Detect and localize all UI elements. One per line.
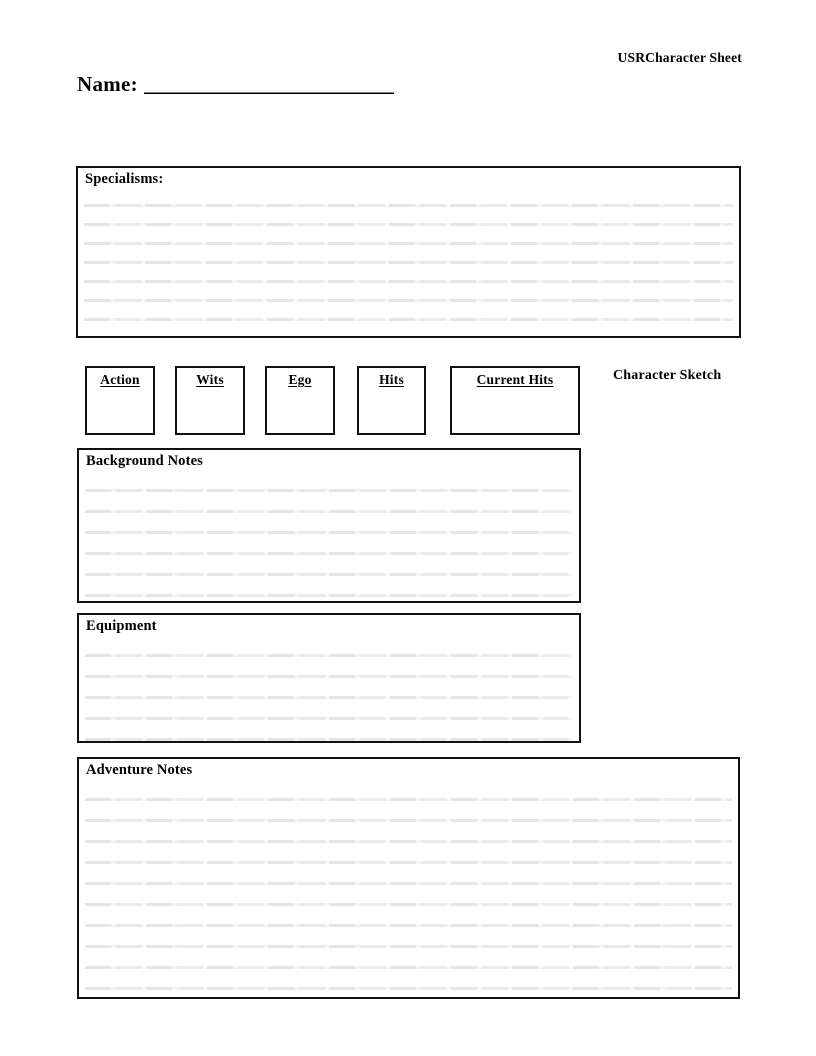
stat-label-hits: Hits <box>379 372 404 387</box>
rule-line[interactable] <box>85 945 732 948</box>
rule-line[interactable] <box>84 261 733 264</box>
rule-line[interactable] <box>85 594 573 597</box>
stat-box-action[interactable] <box>85 366 155 435</box>
character-sketch-label: Character Sketch <box>613 368 722 383</box>
stat-label-ego: Ego <box>288 372 312 387</box>
rule-line[interactable] <box>85 924 732 927</box>
rule-line[interactable] <box>85 966 732 969</box>
equipment-rule-lines <box>85 615 573 741</box>
name-label: Name: <box>77 72 138 96</box>
rule-line[interactable] <box>84 204 733 207</box>
background-notes-title: Background Notes <box>86 453 203 469</box>
stat-label-wits: Wits <box>196 372 224 387</box>
rule-line[interactable] <box>84 223 733 226</box>
background-notes-box[interactable] <box>77 448 581 603</box>
rule-line[interactable] <box>85 675 573 678</box>
rule-line[interactable] <box>85 798 732 801</box>
stat-label-current-hits: Current Hits <box>476 372 554 387</box>
specialisms-title: Specialisms: <box>85 171 164 187</box>
rule-line[interactable] <box>85 738 573 741</box>
rule-line[interactable] <box>84 299 733 302</box>
rule-line[interactable] <box>85 717 573 720</box>
rule-line[interactable] <box>85 696 573 699</box>
specialisms-rule-lines <box>84 168 733 336</box>
rule-line[interactable] <box>85 840 732 843</box>
rule-line[interactable] <box>85 510 573 513</box>
stat-box-ego[interactable] <box>265 366 335 435</box>
name-input-rule[interactable]: _________________________ <box>143 72 394 96</box>
rule-line[interactable] <box>84 242 733 245</box>
stat-box-hits[interactable] <box>357 366 426 435</box>
rule-line[interactable] <box>85 531 573 534</box>
name-field-row <box>77 72 394 97</box>
rule-line[interactable] <box>84 318 733 321</box>
specialisms-box[interactable] <box>76 166 741 338</box>
rule-line[interactable] <box>85 819 732 822</box>
equipment-box[interactable] <box>77 613 581 743</box>
background-notes-rule-lines <box>85 450 573 601</box>
rule-line[interactable] <box>85 573 573 576</box>
equipment-title: Equipment <box>86 618 157 634</box>
rule-line[interactable] <box>85 903 732 906</box>
rule-line[interactable] <box>85 861 732 864</box>
stat-box-wits[interactable] <box>175 366 245 435</box>
adventure-notes-title: Adventure Notes <box>86 762 193 778</box>
rule-line[interactable] <box>85 882 732 885</box>
stat-box-current-hits[interactable] <box>450 366 580 435</box>
rule-line[interactable] <box>85 987 732 990</box>
adventure-notes-rule-lines <box>85 759 732 997</box>
rule-line[interactable] <box>85 654 573 657</box>
document-title: USRCharacter Sheet <box>617 50 742 65</box>
rule-line[interactable] <box>85 552 573 555</box>
rule-line[interactable] <box>85 489 573 492</box>
rule-line[interactable] <box>84 280 733 283</box>
adventure-notes-box[interactable] <box>77 757 740 999</box>
stat-label-action: Action <box>100 372 140 387</box>
